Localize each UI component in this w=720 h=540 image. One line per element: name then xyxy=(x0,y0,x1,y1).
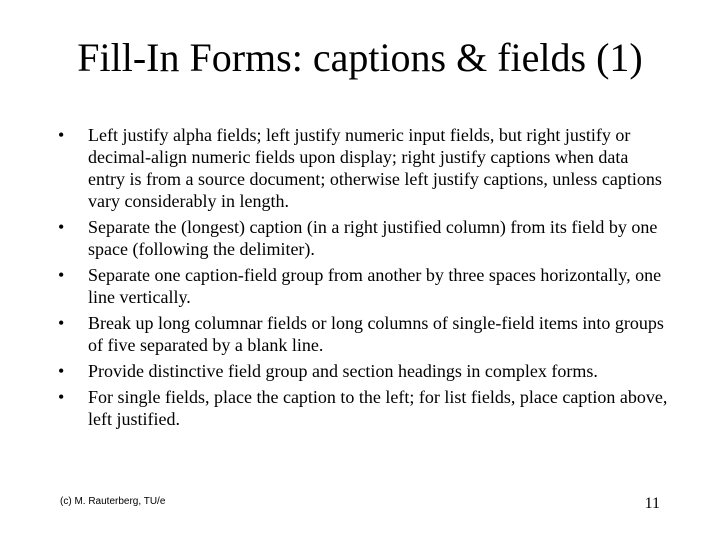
bullet-list xyxy=(58,124,668,434)
bullet-icon: • xyxy=(58,125,65,145)
page-number: 11 xyxy=(644,495,660,512)
bullet-icon: • xyxy=(58,313,65,333)
footer-credit: (c) M. Rauterberg, TU/e xyxy=(60,496,166,507)
bullet-text: Separate the (longest) caption (in a right justified column) from its field by one space (following the delimiter). xyxy=(88,217,658,259)
bullet-text: Break up long columnar fields or long columns of single-field items into groups of five separated by a blank line. xyxy=(88,313,664,355)
bullet-item-3 xyxy=(58,264,668,308)
bullet-icon: • xyxy=(58,217,65,237)
slide-title: Fill-In Forms: captions & fields (1) xyxy=(77,35,643,80)
bullet-item-4 xyxy=(58,312,668,356)
bullet-icon: • xyxy=(58,265,65,285)
bullet-item-2 xyxy=(58,216,668,260)
bullet-icon: • xyxy=(58,387,65,407)
bullet-text: Left justify alpha fields; left justify numeric input fields, but right justify or decimal-align numeric fields upon display; right justify captions when data entry is from a source document; otherwise left justify captions, unless captions vary considerably in length. xyxy=(88,125,662,211)
bullet-item-1 xyxy=(58,124,668,212)
bullet-item-5 xyxy=(58,360,668,382)
bullet-text: Provide distinctive field group and section headings in complex forms. xyxy=(88,361,598,381)
bullet-text: Separate one caption-field group from another by three spaces horizontally, one line vertically. xyxy=(88,265,662,307)
bullet-item-6 xyxy=(58,386,668,430)
bullet-text: For single fields, place the caption to the left; for list fields, place caption above, left justified. xyxy=(88,387,668,429)
bullet-icon: • xyxy=(58,361,65,381)
